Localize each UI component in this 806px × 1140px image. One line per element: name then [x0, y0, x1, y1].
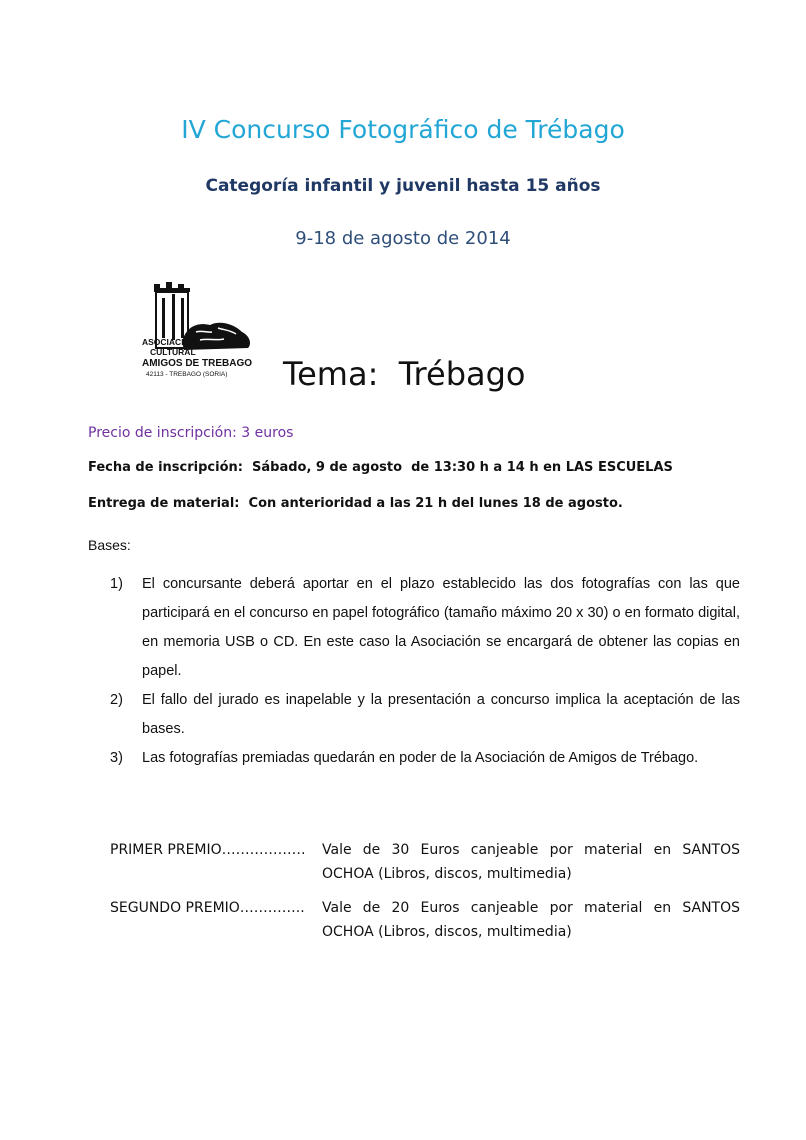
- event-dates: 9-18 de agosto de 2014: [295, 228, 511, 249]
- logo-line-1: ASOCIACION: [142, 337, 197, 347]
- prize-description-line: Vale de 20 Euros canjeable por material en SANTOS: [322, 900, 740, 916]
- bases-heading: Bases:: [88, 537, 131, 553]
- registration-date: Fecha de inscripción: Sábado, 9 de agosto de 13:30 h a 14 h en LAS ESCUELAS: [88, 460, 673, 475]
- list-item-number: 3): [110, 750, 123, 766]
- list-item-text: Las fotografías premiadas quedarán en poder de la Asociación de Amigos de Trébago.: [142, 750, 699, 766]
- list-item: [110, 570, 740, 686]
- list-item-text: El concursante deberá aportar en el plazo establecido las dos fotografías con las que participará en el concurso en papel fotográfico (tamaño máximo 20 x 30) o en formato digital, en memoria USB o CD. En este caso la Asociación se encargará de obtener las copias en papel.: [142, 576, 740, 679]
- list-item-number: 1): [110, 576, 123, 592]
- logo-line-2: CULTURAL: [150, 347, 196, 357]
- prize-label: PRIMER PREMIO………………: [110, 842, 306, 858]
- association-logo: [138, 270, 263, 380]
- prize-label: SEGUNDO PREMIO…………..: [110, 900, 305, 916]
- material-delivery: Entrega de material: Con anterioridad a las 21 h del lunes 18 de agosto.: [88, 496, 623, 511]
- prize-description-line: Vale de 30 Euros canjeable por material en SANTOS: [322, 842, 740, 858]
- logo-line-3: AMIGOS DE TREBAGO: [142, 358, 253, 369]
- list-item-text: El fallo del jurado es inapelable y la presentación a concurso implica la aceptación de las bases.: [142, 692, 740, 737]
- rules-list: [110, 570, 740, 773]
- list-item-number: 2): [110, 692, 123, 708]
- contest-theme: Tema: Trébago: [283, 355, 526, 393]
- prizes-list: [110, 838, 740, 954]
- prize-description-line: OCHOA (Libros, discos, multimedia): [322, 866, 572, 882]
- prize-second: [110, 896, 740, 944]
- page-title: IV Concurso Fotográfico de Trébago: [181, 115, 625, 144]
- list-item: [110, 686, 740, 744]
- list-item: [110, 744, 740, 773]
- prize-description-line: OCHOA (Libros, discos, multimedia): [322, 924, 572, 940]
- page-subtitle: Categoría infantil y juvenil hasta 15 años: [205, 176, 601, 196]
- registration-price: Precio de inscripción: 3 euros: [88, 425, 294, 441]
- logo-line-4: 42113 - TREBAGO (SORIA): [146, 371, 228, 378]
- prize-first: [110, 838, 740, 886]
